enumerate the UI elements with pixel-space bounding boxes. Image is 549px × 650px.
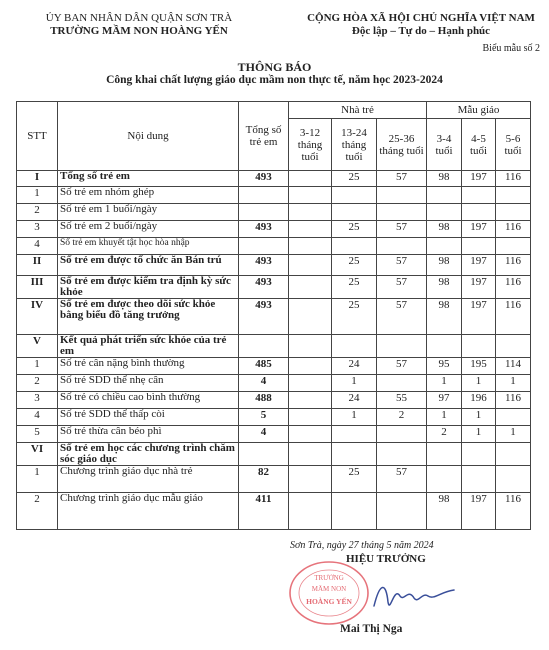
row-value-c3 xyxy=(377,187,427,204)
header-total: Tổng số trẻ em xyxy=(239,102,289,171)
row-value-c2: 25 xyxy=(332,276,377,299)
row-value-c1 xyxy=(289,409,332,426)
nation-name: CỘNG HÒA XÃ HỘI CHỦ NGHĨA VIỆT NAM xyxy=(307,12,535,24)
svg-text:MẦM NON: MẦM NON xyxy=(311,585,347,593)
row-value-c5: 197 xyxy=(462,171,496,187)
row-stt: VI xyxy=(17,443,58,466)
row-value-c3: 55 xyxy=(377,392,427,409)
row-value-c1 xyxy=(289,426,332,443)
row-value-c2: 25 xyxy=(332,255,377,276)
row-value-c6 xyxy=(496,238,531,255)
row-content: Số trẻ có chiều cao bình thường xyxy=(58,392,239,409)
row-content: Số trẻ thừa cân béo phì xyxy=(58,426,239,443)
row-total: 493 xyxy=(239,276,289,299)
row-value-c5 xyxy=(462,238,496,255)
row-value-c6 xyxy=(496,409,531,426)
row-value-c5: 195 xyxy=(462,358,496,375)
row-value-c2 xyxy=(332,187,377,204)
school-name: TRƯỜNG MẦM NON HOÀNG YẾN xyxy=(50,25,228,37)
row-value-c5 xyxy=(462,443,496,466)
row-total: 485 xyxy=(239,358,289,375)
table-row xyxy=(17,426,531,443)
row-value-c5 xyxy=(462,204,496,221)
row-value-c4: 98 xyxy=(427,493,462,530)
table-row xyxy=(17,358,531,375)
principal-signature xyxy=(370,578,460,618)
row-stt: 3 xyxy=(17,221,58,238)
quality-table xyxy=(16,101,531,530)
row-total: 493 xyxy=(239,171,289,187)
row-value-c2 xyxy=(332,204,377,221)
row-content: Số trẻ em được tổ chức ăn Bán trú xyxy=(58,255,239,276)
row-value-c4: 98 xyxy=(427,221,462,238)
row-content: Số trẻ em nhóm ghép xyxy=(58,187,239,204)
table-row xyxy=(17,493,531,530)
row-value-c3: 57 xyxy=(377,221,427,238)
row-value-c2 xyxy=(332,335,377,358)
header-age-3-12: 3-12 tháng tuổi xyxy=(289,119,332,171)
table-row xyxy=(17,392,531,409)
row-value-c3 xyxy=(377,443,427,466)
row-content: Chương trình giáo dục mẫu giáo xyxy=(58,493,239,530)
table-row xyxy=(17,255,531,276)
row-value-c4: 95 xyxy=(427,358,462,375)
row-value-c4 xyxy=(427,238,462,255)
authority-name: ỦY BAN NHÂN DÂN QUẬN SƠN TRÀ xyxy=(45,12,233,24)
row-value-c2: 25 xyxy=(332,299,377,335)
header-content: Nội dung xyxy=(58,102,239,171)
row-value-c4: 2 xyxy=(427,426,462,443)
row-value-c6: 116 xyxy=(496,299,531,335)
table-row xyxy=(17,335,531,358)
row-content: Số trẻ em được kiểm tra định kỳ sức khỏe xyxy=(58,276,239,299)
document-title: THÔNG BÁO xyxy=(237,60,312,74)
row-value-c1 xyxy=(289,375,332,392)
row-stt: 2 xyxy=(17,493,58,530)
row-total: 488 xyxy=(239,392,289,409)
row-total xyxy=(239,443,289,466)
row-value-c4 xyxy=(427,204,462,221)
row-value-c3: 57 xyxy=(377,358,427,375)
row-total: 493 xyxy=(239,255,289,276)
row-stt: 1 xyxy=(17,466,58,493)
row-value-c3 xyxy=(377,238,427,255)
row-value-c3: 57 xyxy=(377,171,427,187)
row-value-c6: 116 xyxy=(496,276,531,299)
header-age-13-24: 13-24 tháng tuổi xyxy=(332,119,377,171)
row-value-c6: 114 xyxy=(496,358,531,375)
header-right xyxy=(296,12,546,54)
row-value-c2: 25 xyxy=(332,466,377,493)
row-value-c5: 197 xyxy=(462,255,496,276)
row-value-c4: 97 xyxy=(427,392,462,409)
row-total xyxy=(239,238,289,255)
row-stt: 4 xyxy=(17,238,58,255)
table-row xyxy=(17,221,531,238)
row-stt: IV xyxy=(17,299,58,335)
row-content: Số trẻ em học các chương trình chăm sóc giáo dục xyxy=(58,443,239,466)
row-value-c1 xyxy=(289,466,332,493)
header-kindergarten: Mẫu giáo xyxy=(427,102,531,119)
row-value-c2: 25 xyxy=(332,171,377,187)
row-stt: 1 xyxy=(17,187,58,204)
row-value-c1 xyxy=(289,238,332,255)
header-nursery: Nhà trẻ xyxy=(289,102,427,119)
document-subtitle: Công khai chất lượng giáo dục mầm non thực tế, năm học 2023-2024 xyxy=(106,74,443,86)
row-value-c5: 1 xyxy=(462,426,496,443)
table-row xyxy=(17,409,531,426)
table-row xyxy=(17,204,531,221)
row-value-c5: 1 xyxy=(462,375,496,392)
row-value-c1 xyxy=(289,392,332,409)
row-content: Số trẻ cân nặng bình thường xyxy=(58,358,239,375)
row-total: 493 xyxy=(239,221,289,238)
row-stt: 4 xyxy=(17,409,58,426)
row-value-c2 xyxy=(332,493,377,530)
row-value-c4: 1 xyxy=(427,409,462,426)
row-total: 411 xyxy=(239,493,289,530)
row-value-c2 xyxy=(332,443,377,466)
table-row xyxy=(17,443,531,466)
row-stt: 2 xyxy=(17,375,58,392)
row-value-c3: 57 xyxy=(377,299,427,335)
row-value-c2: 1 xyxy=(332,375,377,392)
row-value-c4 xyxy=(427,466,462,493)
row-value-c1 xyxy=(289,443,332,466)
row-stt: II xyxy=(17,255,58,276)
row-value-c1 xyxy=(289,299,332,335)
row-content: Số trẻ em 1 buổi/ngày xyxy=(58,204,239,221)
header-age-4-5: 4-5 tuổi xyxy=(462,119,496,171)
row-stt: V xyxy=(17,335,58,358)
row-stt: 3 xyxy=(17,392,58,409)
row-value-c3: 57 xyxy=(377,466,427,493)
row-stt: III xyxy=(17,276,58,299)
row-value-c3 xyxy=(377,204,427,221)
row-value-c4 xyxy=(427,335,462,358)
svg-text:TRƯỜNG: TRƯỜNG xyxy=(314,574,344,582)
row-value-c2 xyxy=(332,238,377,255)
table-row xyxy=(17,187,531,204)
row-value-c4 xyxy=(427,443,462,466)
row-content: Số trẻ SDD thể nhẹ cân xyxy=(58,375,239,392)
row-value-c5: 197 xyxy=(462,276,496,299)
row-value-c2: 25 xyxy=(332,221,377,238)
row-total xyxy=(239,187,289,204)
row-stt: 2 xyxy=(17,204,58,221)
row-value-c1 xyxy=(289,187,332,204)
row-content: Tổng số trẻ em xyxy=(58,171,239,187)
row-value-c2: 24 xyxy=(332,392,377,409)
header-stt: STT xyxy=(17,102,58,171)
row-value-c6 xyxy=(496,443,531,466)
table-row xyxy=(17,466,531,493)
row-value-c5 xyxy=(462,335,496,358)
row-value-c6 xyxy=(496,204,531,221)
row-value-c6: 1 xyxy=(496,426,531,443)
row-total: 493 xyxy=(239,299,289,335)
row-value-c1 xyxy=(289,204,332,221)
row-value-c4: 1 xyxy=(427,375,462,392)
row-content: Số trẻ SDD thể thấp còi xyxy=(58,409,239,426)
row-value-c6 xyxy=(496,466,531,493)
row-value-c2: 24 xyxy=(332,358,377,375)
table-row xyxy=(17,171,531,187)
row-value-c3 xyxy=(377,426,427,443)
header-age-25-36: 25-36 tháng tuổi xyxy=(377,119,427,171)
row-value-c5 xyxy=(462,187,496,204)
row-value-c5: 197 xyxy=(462,221,496,238)
row-value-c3 xyxy=(377,375,427,392)
row-content: Kết quả phát triển sức khỏe của trẻ em xyxy=(58,335,239,358)
row-value-c6: 116 xyxy=(496,171,531,187)
svg-text:HOÀNG YẾN: HOÀNG YẾN xyxy=(306,597,352,606)
row-content: Chương trình giáo dục nhà trẻ xyxy=(58,466,239,493)
principal-title: HIỆU TRƯỞNG xyxy=(346,553,426,565)
row-content: Số trẻ em khuyết tật học hòa nhập xyxy=(58,238,239,255)
row-stt: 5 xyxy=(17,426,58,443)
row-value-c1 xyxy=(289,255,332,276)
row-value-c6: 116 xyxy=(496,255,531,276)
row-value-c5: 197 xyxy=(462,299,496,335)
row-value-c4 xyxy=(427,187,462,204)
row-value-c4: 98 xyxy=(427,171,462,187)
row-total xyxy=(239,204,289,221)
row-value-c1 xyxy=(289,221,332,238)
national-motto: Độc lập – Tự do – Hạnh phúc xyxy=(351,25,491,37)
row-stt: I xyxy=(17,171,58,187)
row-total: 4 xyxy=(239,426,289,443)
row-stt: 1 xyxy=(17,358,58,375)
row-value-c5 xyxy=(462,466,496,493)
row-value-c1 xyxy=(289,335,332,358)
row-value-c5: 197 xyxy=(462,493,496,530)
header-age-5-6: 5-6 tuổi xyxy=(496,119,531,171)
header-left xyxy=(34,12,244,38)
row-value-c3: 57 xyxy=(377,255,427,276)
row-value-c6: 116 xyxy=(496,493,531,530)
row-value-c3 xyxy=(377,335,427,358)
row-value-c5: 1 xyxy=(462,409,496,426)
table-row xyxy=(17,299,531,335)
row-total: 5 xyxy=(239,409,289,426)
row-value-c4: 98 xyxy=(427,276,462,299)
school-stamp xyxy=(288,560,370,626)
row-value-c6 xyxy=(496,335,531,358)
header-age-3-4: 3-4 tuổi xyxy=(427,119,462,171)
row-value-c6: 1 xyxy=(496,375,531,392)
row-value-c2 xyxy=(332,426,377,443)
row-value-c1 xyxy=(289,493,332,530)
row-content: Số trẻ em được theo dõi sức khỏe bằng biểu đồ tăng trưởng xyxy=(58,299,239,335)
row-value-c3: 2 xyxy=(377,409,427,426)
place-date: Sơn Trà, ngày 27 tháng 5 năm 2024 xyxy=(290,540,434,551)
row-total xyxy=(239,335,289,358)
form-number: Biểu mẫu số 2 xyxy=(482,43,540,54)
row-value-c4: 98 xyxy=(427,299,462,335)
row-value-c5: 196 xyxy=(462,392,496,409)
row-value-c3: 57 xyxy=(377,276,427,299)
row-value-c4: 98 xyxy=(427,255,462,276)
table-row xyxy=(17,238,531,255)
row-value-c3 xyxy=(377,493,427,530)
row-value-c1 xyxy=(289,276,332,299)
row-value-c1 xyxy=(289,171,332,187)
row-value-c2: 1 xyxy=(332,409,377,426)
row-value-c6: 116 xyxy=(496,221,531,238)
table-row xyxy=(17,375,531,392)
row-total: 4 xyxy=(239,375,289,392)
row-value-c6 xyxy=(496,187,531,204)
row-value-c1 xyxy=(289,358,332,375)
table-row xyxy=(17,276,531,299)
row-content: Số trẻ em 2 buổi/ngày xyxy=(58,221,239,238)
row-total: 82 xyxy=(239,466,289,493)
row-value-c6: 116 xyxy=(496,392,531,409)
signer-name: Mai Thị Nga xyxy=(340,623,403,635)
